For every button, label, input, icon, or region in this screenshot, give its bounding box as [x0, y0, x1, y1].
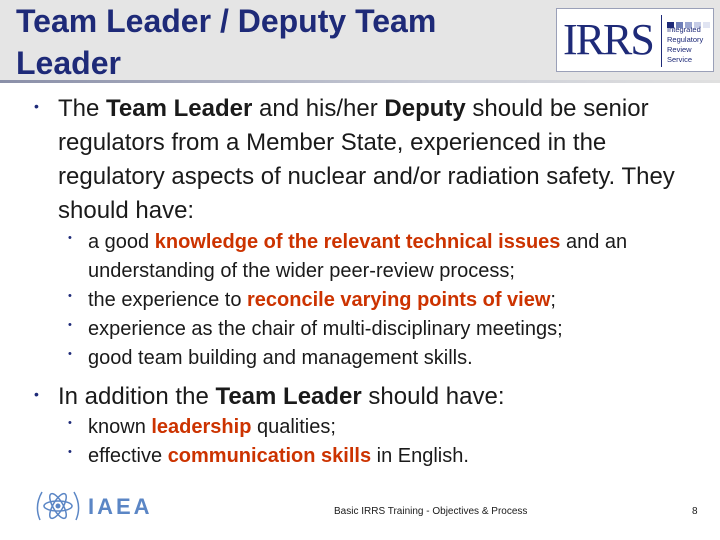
text-run: the experience to [88, 289, 247, 311]
sub-bullet-team-building [88, 344, 714, 373]
sub-bullet-chair [88, 315, 714, 344]
text-run: should have: [361, 383, 505, 410]
sub-bullet-knowledge [88, 228, 714, 286]
text-run: good team building and management skills. [88, 347, 473, 369]
highlight-text: knowledge of the relevant technical issues [154, 231, 561, 253]
irrs-logo-mark: IRRS [563, 15, 653, 64]
irrs-logo [556, 8, 714, 72]
irrs-logo-words [667, 25, 703, 65]
bullet-icon: • [34, 98, 39, 114]
bullet-icon: • [68, 319, 72, 331]
sub-bullet-reconcile [88, 286, 714, 315]
term-deputy: Deputy [384, 95, 466, 122]
text-run: in English. [371, 445, 469, 467]
text-run: and an understanding of the wider peer-review process; [88, 231, 628, 282]
sub-bullet-communication [88, 442, 714, 471]
term-team-leader: Team Leader [106, 95, 253, 122]
text-run: known [88, 416, 152, 438]
bullet-icon: • [68, 417, 72, 429]
text-run: qualities; [251, 416, 336, 438]
bullet-team-leader-deputy [58, 92, 714, 228]
page-number: 8 [692, 506, 698, 517]
bullet-in-addition [58, 380, 714, 414]
logo-word: Regulatory [667, 35, 704, 44]
logo-word: Integrated [667, 25, 701, 34]
text-run: In addition the [58, 383, 216, 410]
iaea-wordmark: IAEA [88, 494, 153, 519]
bullet-icon: • [34, 386, 39, 402]
bullet-icon: • [68, 348, 72, 360]
logo-word: Review [667, 45, 692, 54]
term-team-leader: Team Leader [215, 383, 362, 410]
bullet-icon: • [68, 232, 72, 244]
text-run: The [58, 95, 107, 122]
text-run: should be senior regulators from a Member State, experienced in the regulatory aspects of nuclear and/or radiation safety. They should have: [58, 95, 675, 224]
highlight-text: communication skills [167, 445, 372, 467]
logo-word: Service [667, 55, 693, 64]
sub-bullet-leadership [88, 413, 714, 442]
logo-divider [661, 15, 662, 67]
text-run: and his/her [252, 95, 385, 122]
footer-course-title: Basic IRRS Training - Objectives & Process [334, 506, 528, 517]
bullet-icon: • [68, 446, 72, 458]
bullet-icon: • [68, 290, 72, 302]
slide-title: Team Leader / Deputy Team Leader [16, 3, 437, 81]
text-run: effective [88, 445, 168, 467]
text-run: experience as the chair of multi-disciplinary meetings; [88, 318, 563, 340]
highlight-text: reconcile varying points of view [247, 289, 551, 311]
highlight-text: leadership [151, 416, 252, 438]
text-run: a good [88, 231, 155, 253]
text-run: ; [550, 289, 556, 311]
